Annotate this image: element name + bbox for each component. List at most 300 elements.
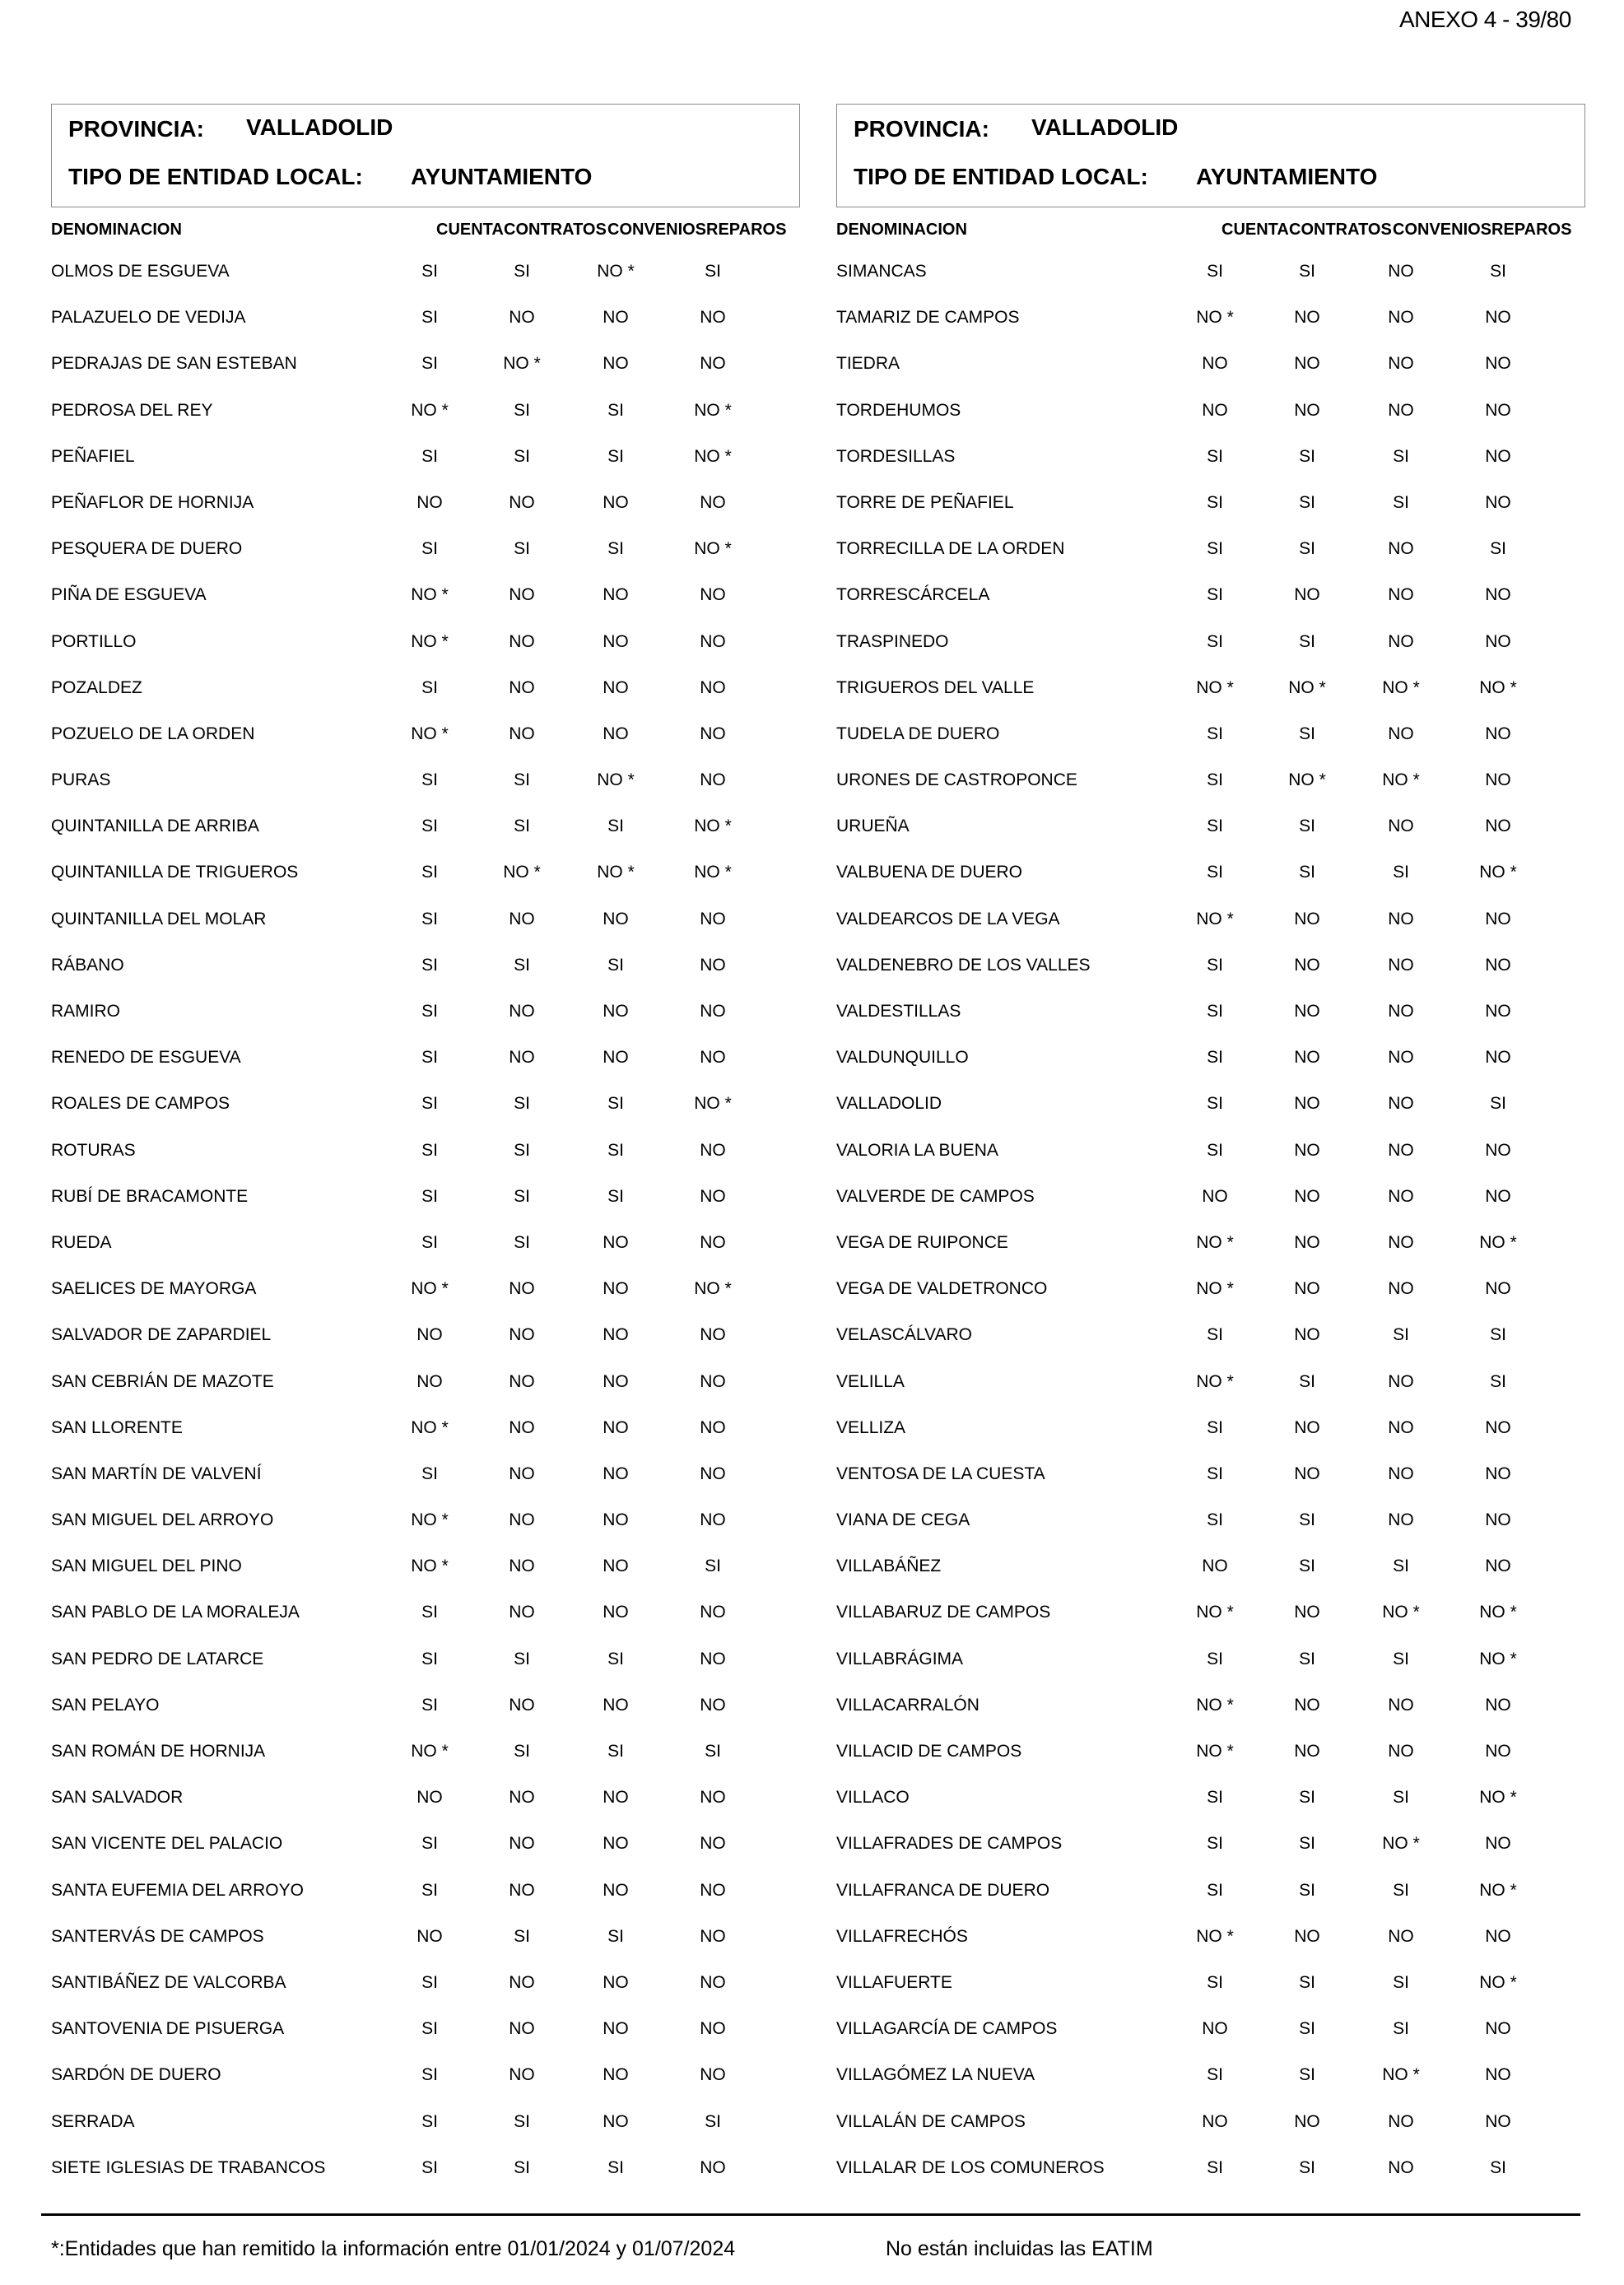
- reparos-value: NO: [700, 1464, 726, 1483]
- contratos-value: NO: [1294, 1926, 1320, 1946]
- contratos-value: NO *: [1288, 770, 1326, 790]
- cuenta-value: SI: [421, 1140, 438, 1160]
- cuenta-value: NO: [416, 1371, 443, 1391]
- convenios-value: NO: [603, 1510, 629, 1530]
- entity-name: SAN CEBRIÁN DE MAZOTE: [51, 1371, 274, 1391]
- convenios-value: NO: [603, 1048, 629, 1068]
- entity-name: VEGA DE VALDETRONCO: [836, 1279, 1048, 1299]
- table-row: [836, 1776, 1585, 1822]
- table-row: [51, 1499, 800, 1545]
- cuenta-value: SI: [421, 909, 438, 928]
- entity-name: VILLAFRECHÓS: [836, 1926, 968, 1946]
- convenios-value: NO: [603, 492, 629, 512]
- cuenta-value: SI: [421, 1603, 438, 1622]
- cuenta-value: SI: [1207, 1788, 1223, 1808]
- entity-name: PORTILLO: [51, 631, 137, 651]
- contratos-value: NO: [509, 1279, 535, 1299]
- contratos-value: NO: [509, 1880, 535, 1900]
- table-row: [836, 1175, 1585, 1222]
- convenios-value: NO: [603, 1834, 629, 1854]
- table-row: [51, 1684, 800, 1730]
- cuenta-value: SI: [421, 1972, 438, 1992]
- convenios-value: NO: [603, 585, 629, 605]
- convenios-value: SI: [1393, 863, 1409, 882]
- cuenta-value: NO *: [1196, 1279, 1234, 1299]
- reparos-value: SI: [705, 2111, 721, 2131]
- convenios-value: NO: [1388, 817, 1414, 836]
- convenios-value: NO: [603, 308, 629, 328]
- convenios-value: SI: [607, 539, 624, 559]
- entity-name: RÁBANO: [51, 955, 124, 975]
- cuenta-value: SI: [421, 1094, 438, 1114]
- reparos-value: NO: [700, 677, 726, 697]
- reparos-value: NO: [1485, 492, 1511, 512]
- contratos-value: SI: [1299, 1788, 1315, 1808]
- reparos-value: SI: [1490, 262, 1506, 281]
- entity-name: PEDROSA DEL REY: [51, 400, 213, 420]
- contratos-value: NO: [1294, 909, 1320, 928]
- table-row: [51, 667, 800, 713]
- table-row: [836, 944, 1585, 990]
- table-row: [836, 574, 1585, 620]
- cuenta-value: SI: [421, 2065, 438, 2085]
- reparos-value: SI: [1490, 1094, 1506, 1114]
- contratos-value: NO: [1294, 1186, 1320, 1206]
- entity-name: TIEDRA: [836, 354, 900, 374]
- contratos-value: NO: [509, 1371, 535, 1391]
- table-row: [836, 482, 1585, 528]
- convenios-value: SI: [607, 1140, 624, 1160]
- convenios-value: NO: [603, 631, 629, 651]
- contratos-value: NO: [509, 2019, 535, 2039]
- contratos-value: NO: [1294, 308, 1320, 328]
- cuenta-value: SI: [421, 1186, 438, 1206]
- entity-name: PESQUERA DE DUERO: [51, 539, 243, 559]
- convenios-value: SI: [607, 1186, 624, 1206]
- convenios-value: NO: [603, 909, 629, 928]
- convenios-value: NO: [1388, 1140, 1414, 1160]
- convenios-value: NO: [1388, 1371, 1414, 1391]
- cuenta-value: NO *: [1196, 1695, 1234, 1715]
- convenios-value: SI: [1393, 1649, 1409, 1668]
- reparos-value: NO: [700, 2019, 726, 2039]
- provincia-value: VALLADOLID: [246, 114, 393, 140]
- convenios-value: SI: [607, 2157, 624, 2177]
- entity-name: VALDEARCOS DE LA VEGA: [836, 909, 1060, 928]
- cuenta-value: NO: [416, 492, 443, 512]
- convenios-value: NO: [1388, 955, 1414, 975]
- contratos-value: NO: [1294, 400, 1320, 420]
- convenios-value: NO: [1388, 1094, 1414, 1114]
- convenios-value: NO: [1388, 1279, 1414, 1299]
- table-row: [51, 250, 800, 296]
- convenios-value: NO: [1388, 724, 1414, 743]
- reparos-value: NO *: [1479, 1603, 1517, 1622]
- table-header: [836, 214, 1585, 250]
- convenios-value: NO: [1388, 2157, 1414, 2177]
- cuenta-value: SI: [1207, 770, 1223, 790]
- convenios-value: SI: [607, 1926, 624, 1946]
- contratos-value: NO: [509, 677, 535, 697]
- reparos-value: NO: [1485, 1464, 1511, 1483]
- contratos-value: NO: [509, 631, 535, 651]
- reparos-value: NO: [1485, 1834, 1511, 1854]
- contratos-value: NO: [1294, 1742, 1320, 1761]
- table-row: [836, 2147, 1585, 2193]
- reparos-value: NO *: [694, 817, 732, 836]
- cuenta-value: NO: [416, 1788, 443, 1808]
- contratos-value: NO *: [1288, 677, 1326, 697]
- convenios-value: NO *: [1382, 1603, 1420, 1622]
- contratos-value: SI: [1299, 2157, 1315, 2177]
- reparos-value: NO: [700, 1695, 726, 1715]
- contratos-value: NO: [1294, 1279, 1320, 1299]
- reparos-value: NO: [700, 1926, 726, 1946]
- cuenta-value: NO: [416, 1926, 443, 1946]
- entity-name: SANTOVENIA DE PISUERGA: [51, 2019, 285, 2039]
- entity-name: QUINTANILLA DEL MOLAR: [51, 909, 267, 928]
- cuenta-value: SI: [421, 1880, 438, 1900]
- convenios-value: NO: [603, 724, 629, 743]
- entity-name: VILLAFRADES DE CAMPOS: [836, 1834, 1063, 1854]
- contratos-value: SI: [1299, 1371, 1315, 1391]
- entity-name: VILLACARRALÓN: [836, 1695, 980, 1715]
- contratos-value: SI: [514, 1140, 530, 1160]
- convenios-value: NO *: [1382, 677, 1420, 697]
- reparos-value: NO: [1485, 1742, 1511, 1761]
- table-body: [836, 250, 1585, 2193]
- convenios-value: NO: [603, 2065, 629, 2085]
- convenios-value: SI: [1393, 446, 1409, 466]
- convenios-value: SI: [607, 446, 624, 466]
- contratos-value: SI: [514, 400, 530, 420]
- cuenta-value: NO *: [1196, 909, 1234, 928]
- table-row: [836, 1545, 1585, 1591]
- reparos-value: NO: [700, 2065, 726, 2085]
- table-row: [51, 1082, 800, 1129]
- contratos-value: NO: [1294, 1094, 1320, 1114]
- reparos-value: SI: [705, 262, 721, 281]
- contratos-value: NO: [509, 1048, 535, 1068]
- cuenta-value: NO *: [1196, 1742, 1234, 1761]
- convenios-value: NO: [603, 2111, 629, 2131]
- entity-name: RENEDO DE ESGUEVA: [51, 1048, 241, 1068]
- entity-name: VILLAFRANCA DE DUERO: [836, 1880, 1050, 1900]
- entity-name: ROTURAS: [51, 1140, 136, 1160]
- cuenta-value: NO *: [411, 724, 449, 743]
- cuenta-value: NO: [1202, 1186, 1228, 1206]
- entity-name: SIMANCAS: [836, 262, 927, 281]
- reparos-value: NO: [1485, 1510, 1511, 1530]
- table-row: [836, 1222, 1585, 1268]
- entity-name: VALDUNQUILLO: [836, 1048, 969, 1068]
- cuenta-value: SI: [421, 308, 438, 328]
- reparos-value: NO: [700, 492, 726, 512]
- cuenta-value: SI: [421, 2157, 438, 2177]
- contratos-value: SI: [514, 2111, 530, 2131]
- entity-name: PEÑAFLOR DE HORNIJA: [51, 492, 254, 512]
- convenios-value: NO: [1388, 1510, 1414, 1530]
- contratos-value: NO: [509, 492, 535, 512]
- reparos-value: NO: [700, 724, 726, 743]
- convenios-value: NO: [1388, 1186, 1414, 1206]
- entity-name: TUDELA DE DUERO: [836, 724, 1000, 743]
- contratos-value: NO: [509, 585, 535, 605]
- reparos-value: NO *: [694, 400, 732, 420]
- contratos-value: NO: [509, 1695, 535, 1715]
- cuenta-value: NO *: [411, 400, 449, 420]
- table-row: [51, 1361, 800, 1407]
- reparos-value: SI: [1490, 1325, 1506, 1345]
- convenios-value: NO: [1388, 539, 1414, 559]
- contratos-value: SI: [514, 262, 530, 281]
- entity-name: SAN VICENTE DEL PALACIO: [51, 1834, 283, 1854]
- contratos-value: SI: [1299, 2065, 1315, 2085]
- contratos-value: NO: [509, 1972, 535, 1992]
- cuenta-value: SI: [1207, 262, 1223, 281]
- reparos-value: NO: [700, 1417, 726, 1437]
- table-row: [836, 528, 1585, 574]
- contratos-value: SI: [514, 2157, 530, 2177]
- table-row: [51, 1822, 800, 1868]
- table-row: [51, 1036, 800, 1082]
- cuenta-value: NO: [1202, 2019, 1228, 2039]
- header-contratos: CONTRATOS: [504, 221, 607, 239]
- entity-name: QUINTANILLA DE TRIGUEROS: [51, 863, 299, 882]
- entity-name: SANTA EUFEMIA DEL ARROYO: [51, 1880, 304, 1900]
- convenios-value: SI: [1393, 2019, 1409, 2039]
- entity-name: SAN SALVADOR: [51, 1788, 184, 1808]
- footer-exclusion: No están incluidas las EATIM: [886, 2237, 1153, 2260]
- entity-name: QUINTANILLA DE ARRIBA: [51, 817, 259, 836]
- table-row: [836, 1962, 1585, 2008]
- convenios-value: NO: [603, 1603, 629, 1622]
- table-row: [836, 296, 1585, 342]
- cuenta-value: SI: [421, 770, 438, 790]
- provincia-value: VALLADOLID: [1031, 114, 1179, 140]
- reparos-value: NO: [700, 770, 726, 790]
- cuenta-value: NO: [1202, 2111, 1228, 2131]
- reparos-value: NO: [1485, 2019, 1511, 2039]
- cuenta-value: SI: [421, 2111, 438, 2131]
- cuenta-value: NO: [1202, 1557, 1228, 1576]
- convenios-value: SI: [607, 1649, 624, 1668]
- convenios-value: NO *: [1382, 2065, 1420, 2085]
- cuenta-value: SI: [1207, 724, 1223, 743]
- entity-name: SALVADOR DE ZAPARDIEL: [51, 1325, 272, 1345]
- table-row: [51, 2101, 800, 2147]
- convenios-value: NO: [603, 1557, 629, 1576]
- entity-name: VELILLA: [836, 1371, 905, 1391]
- provincia-label: PROVINCIA:: [854, 116, 989, 142]
- cuenta-value: NO *: [1196, 308, 1234, 328]
- cuenta-value: SI: [421, 354, 438, 374]
- entity-name: SIETE IGLESIAS DE TRABANCOS: [51, 2157, 326, 2177]
- reparos-value: NO: [700, 1649, 726, 1668]
- reparos-value: NO: [700, 1232, 726, 1252]
- table-row: [836, 990, 1585, 1036]
- convenios-value: SI: [1393, 1880, 1409, 1900]
- table-row: [51, 1962, 800, 2008]
- cuenta-value: NO *: [411, 1510, 449, 1530]
- contratos-value: NO: [509, 1510, 535, 1530]
- table-row: [51, 482, 800, 528]
- contratos-value: SI: [514, 1926, 530, 1946]
- convenios-value: NO: [1388, 1464, 1414, 1483]
- reparos-value: NO: [700, 1834, 726, 1854]
- convenios-value: NO: [1388, 262, 1414, 281]
- reparos-value: SI: [1490, 2157, 1506, 2177]
- reparos-value: NO: [700, 1880, 726, 1900]
- entity-name: VELASCÁLVARO: [836, 1325, 972, 1345]
- entity-name: VILLABÁÑEZ: [836, 1557, 942, 1576]
- cuenta-value: SI: [1207, 492, 1223, 512]
- provincia-label: PROVINCIA:: [68, 116, 204, 142]
- table-row: [836, 805, 1585, 851]
- entity-name: VENTOSA DE LA CUESTA: [836, 1464, 1045, 1483]
- entity-name: PIÑA DE ESGUEVA: [51, 585, 207, 605]
- cuenta-value: NO *: [1196, 1371, 1234, 1391]
- convenios-value: NO: [603, 1788, 629, 1808]
- table-row: [51, 296, 800, 342]
- entity-name: VALLADOLID: [836, 1094, 942, 1114]
- footer-note: *:Entidades que han remitido la información entre 01/01/2024 y 01/07/2024: [51, 2237, 736, 2260]
- cuenta-value: NO: [1202, 400, 1228, 420]
- reparos-value: NO: [1485, 1048, 1511, 1068]
- tipo-entidad-label: TIPO DE ENTIDAD LOCAL:: [68, 164, 363, 189]
- entity-name: SAN LLORENTE: [51, 1417, 183, 1437]
- entity-name: TRASPINEDO: [836, 631, 949, 651]
- contratos-value: NO: [509, 308, 535, 328]
- entity-name: PEÑAFIEL: [51, 446, 135, 466]
- contratos-value: SI: [1299, 1972, 1315, 1992]
- cuenta-value: SI: [421, 863, 438, 882]
- entity-name: VILLABRÁGIMA: [836, 1649, 964, 1668]
- reparos-value: NO: [700, 1048, 726, 1068]
- cuenta-value: SI: [421, 1002, 438, 1021]
- convenios-value: NO: [1388, 400, 1414, 420]
- table-row: [836, 342, 1585, 389]
- table-row: [836, 2054, 1585, 2100]
- entity-name: TORDEHUMOS: [836, 400, 961, 420]
- convenios-value: NO: [1388, 631, 1414, 651]
- table-row: [51, 759, 800, 805]
- cuenta-value: NO *: [411, 1742, 449, 1761]
- table-row: [51, 342, 800, 389]
- reparos-value: NO: [700, 1186, 726, 1206]
- entity-name: SAN PABLO DE LA MORALEJA: [51, 1603, 300, 1622]
- cuenta-value: SI: [421, 2019, 438, 2039]
- right-header-box: [836, 104, 1585, 207]
- reparos-value: NO *: [694, 1094, 732, 1114]
- cuenta-value: SI: [1207, 1972, 1223, 1992]
- header-denominacion: DENOMINACION: [51, 221, 182, 239]
- contratos-value: SI: [1299, 817, 1315, 836]
- header-cuenta: CUENTA: [436, 221, 504, 239]
- table-row: [51, 1545, 800, 1591]
- contratos-value: SI: [514, 1094, 530, 1114]
- reparos-value: NO: [1485, 308, 1511, 328]
- convenios-value: NO: [1388, 308, 1414, 328]
- right-panel: [836, 104, 1585, 2193]
- cuenta-value: SI: [1207, 1834, 1223, 1854]
- cuenta-value: SI: [1207, 1140, 1223, 1160]
- convenios-value: SI: [1393, 1788, 1409, 1808]
- convenios-value: SI: [1393, 492, 1409, 512]
- table-row: [51, 1129, 800, 1175]
- cuenta-value: SI: [421, 539, 438, 559]
- left-header-box: [51, 104, 800, 207]
- table-row: [836, 1591, 1585, 1637]
- cuenta-value: NO *: [1196, 677, 1234, 697]
- contratos-value: NO: [509, 1325, 535, 1345]
- cuenta-value: NO *: [411, 1417, 449, 1437]
- contratos-value: SI: [514, 817, 530, 836]
- reparos-value: NO: [1485, 770, 1511, 790]
- convenios-value: SI: [607, 955, 624, 975]
- contratos-value: SI: [514, 955, 530, 975]
- table-row: [836, 2008, 1585, 2054]
- contratos-value: NO: [509, 1788, 535, 1808]
- header-cuenta: CUENTA: [1221, 221, 1289, 239]
- reparos-value: SI: [1490, 1371, 1506, 1391]
- table-row: [836, 389, 1585, 435]
- contratos-value: SI: [1299, 1557, 1315, 1576]
- entity-name: TORRE DE PEÑAFIEL: [836, 492, 1014, 512]
- entity-name: SAELICES DE MAYORGA: [51, 1279, 257, 1299]
- table-row: [51, 574, 800, 620]
- reparos-value: NO: [700, 1510, 726, 1530]
- table-row: [51, 851, 800, 897]
- entity-name: TRIGUEROS DEL VALLE: [836, 677, 1035, 697]
- table-row: [836, 1499, 1585, 1545]
- entity-name: RAMIRO: [51, 1002, 120, 1021]
- reparos-value: NO *: [1479, 1972, 1517, 1992]
- reparos-value: NO: [700, 1603, 726, 1622]
- table-row: [836, 667, 1585, 713]
- cuenta-value: SI: [421, 446, 438, 466]
- entity-name: SAN PELAYO: [51, 1695, 160, 1715]
- reparos-value: NO *: [1479, 863, 1517, 882]
- reparos-value: NO *: [1479, 1232, 1517, 1252]
- convenios-value: NO: [603, 1279, 629, 1299]
- contratos-value: NO: [1294, 2111, 1320, 2131]
- table-row: [51, 990, 800, 1036]
- table-row: [51, 1915, 800, 1962]
- entity-name: SAN MIGUEL DEL ARROYO: [51, 1510, 274, 1530]
- reparos-value: NO: [700, 1140, 726, 1160]
- contratos-value: SI: [514, 539, 530, 559]
- entity-name: PEDRAJAS DE SAN ESTEBAN: [51, 354, 297, 374]
- contratos-value: SI: [1299, 1510, 1315, 1530]
- convenios-value: NO: [603, 1002, 629, 1021]
- contratos-value: NO: [1294, 585, 1320, 605]
- contratos-value: NO: [509, 1834, 535, 1854]
- table-row: [51, 389, 800, 435]
- reparos-value: NO: [700, 354, 726, 374]
- header-contratos: CONTRATOS: [1289, 221, 1392, 239]
- contratos-value: SI: [1299, 262, 1315, 281]
- reparos-value: NO: [700, 909, 726, 928]
- tipo-entidad-value: AYUNTAMIENTO: [1196, 164, 1378, 189]
- header-denominacion: DENOMINACION: [836, 221, 967, 239]
- cuenta-value: SI: [1207, 631, 1223, 651]
- reparos-value: NO *: [694, 446, 732, 466]
- contratos-value: NO: [1294, 1140, 1320, 1160]
- contratos-value: SI: [1299, 492, 1315, 512]
- tipo-entidad-value: AYUNTAMIENTO: [411, 164, 593, 189]
- contratos-value: SI: [514, 446, 530, 466]
